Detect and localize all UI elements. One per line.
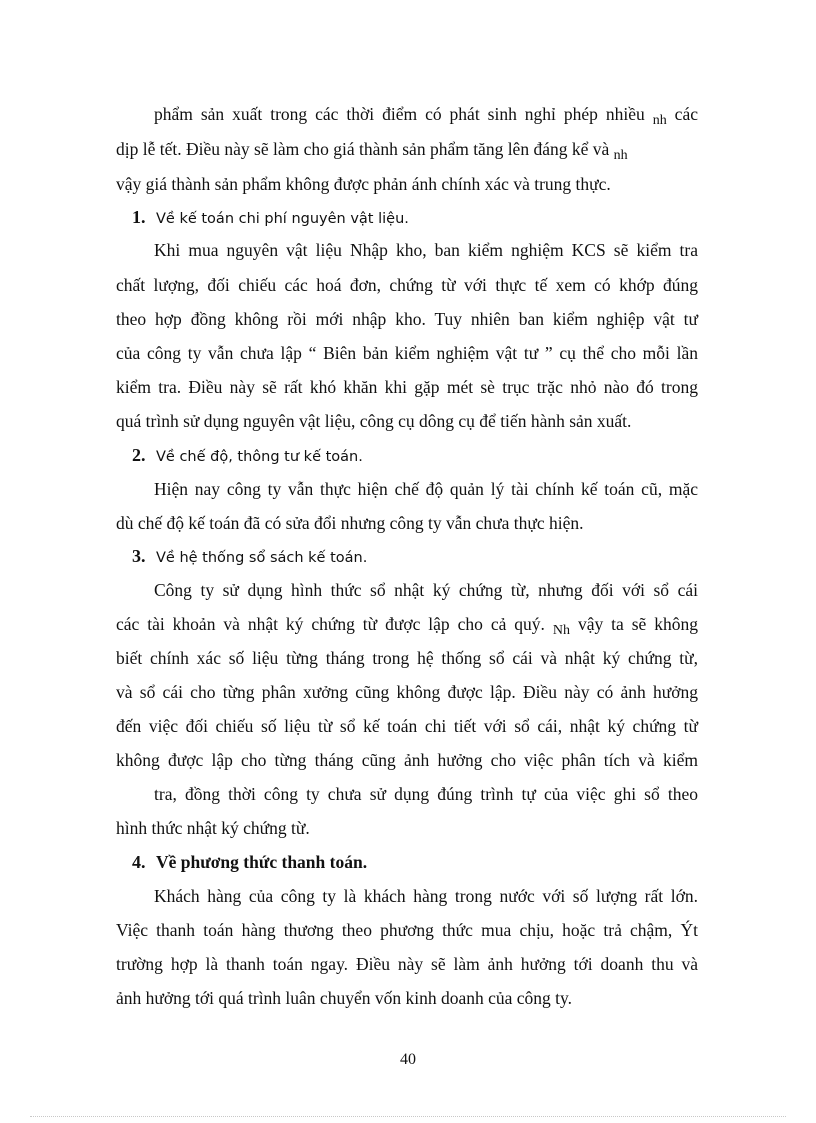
section-title: Về hệ thống sổ sách kế toán.: [156, 550, 368, 566]
body-text-line: đến việc đối chiếu số liệu từ sổ kế toán chi tiết với sổ cái, nhật ký chứng từ: [116, 716, 698, 736]
body-text-line: dù chế độ kế toán đã có sửa đổi nhưng công ty vẫn chưa thực hiện.: [116, 513, 584, 533]
body-text-line: Hiện nay công ty vẫn thực hiện chế độ quản lý tài chính kế toán cũ, mặc: [154, 479, 698, 499]
body-text-line: các tài khoản và nhật ký chứng từ được lập cho cả quý. $_{Nh}$ vậy ta sẽ không: [116, 614, 699, 638]
section-number: 4.: [132, 852, 146, 872]
body-text-line: Khi mua nguyên vật liệu Nhập kho, ban kiểm nghiệm KCS sẽ kiểm tra: [154, 240, 698, 260]
body-text-line: ảnh hưởng tới quá trình luân chuyển vốn kinh doanh của công ty.: [116, 988, 572, 1008]
footer-divider: [30, 1116, 786, 1117]
page-number: 40: [400, 1051, 416, 1068]
section-number: 3.: [132, 546, 146, 566]
body-text-line: quá trình sử dụng nguyên vật liệu, công cụ dông cụ để tiến hành sản xuất.: [116, 411, 632, 431]
body-text-line: không được lập cho từng tháng cũng ảnh hưởng cho việc phân tích và kiểm: [116, 750, 698, 770]
section-number: 2.: [132, 445, 146, 465]
body-text-line: trường hợp là thanh toán ngay. Điều này sẽ làm ảnh hưởng tới doanh thu và: [116, 954, 698, 974]
body-text-line: Công ty sử dụng hình thức sổ nhật ký chứng từ, nhưng đối với sổ cái: [154, 580, 698, 600]
body-text-line: của công ty vẫn chưa lập “ Biên bản kiểm nghiệm vật tư ” cụ thể cho mỗi lần: [116, 343, 698, 363]
section-heading-4: [132, 852, 367, 872]
body-text-line: và sổ cái cho từng phân xưởng cũng không được lập. Điều này có ảnh hưởng: [116, 682, 698, 702]
body-text-line: Khách hàng của công ty là khách hàng trong nước với số lượng rất lớn.: [154, 886, 698, 906]
body-text-line: hình thức nhật ký chứng từ.: [116, 818, 310, 838]
section-heading-1: [132, 207, 409, 229]
section-title: Về chế độ, thông tư kế toán.: [156, 449, 363, 465]
body-text-line: biết chính xác số liệu từng tháng trong hệ thống sổ cái và nhật ký chứng từ,: [116, 648, 698, 668]
section-heading-3: [132, 546, 367, 568]
body-text-line: phẩm sản xuất trong các thời điểm có phát sinh nghỉ phép nhiều $_{nh}$ các: [154, 104, 698, 128]
body-text-line: kiểm tra. Điều này sẽ rất khó khăn khi gặp mét sè trục trặc nhỏ nào đó trong: [116, 377, 698, 397]
body-text-line: dịp lễ tết. Điều này sẽ làm cho giá thành sản phẩm tăng lên đáng kể và $_{nh}$: [116, 139, 628, 163]
body-text-line: theo hợp đồng không rồi mới nhập kho. Tuy nhiên ban kiểm nghiệp vật tư: [116, 309, 698, 329]
body-text-line: Việc thanh toán hàng thương theo phương thức mua chịu, hoặc trả chậm, Ýt: [116, 920, 698, 940]
body-text-line: tra, đồng thời công ty chưa sử dụng đúng trình tự của việc ghi sổ theo: [154, 784, 698, 804]
section-heading-2: [132, 445, 363, 467]
body-text-line: vậy giá thành sản phẩm không được phản ánh chính xác và trung thực.: [116, 174, 611, 194]
section-title: Về phương thức thanh toán.: [156, 852, 368, 872]
body-text-line: chất lượng, đối chiếu các hoá đơn, chứng từ với thực tế xem có khớp đúng: [116, 275, 698, 295]
section-title: Về kế toán chi phí nguyên vật liệu.: [156, 211, 409, 227]
section-number: 1.: [132, 207, 146, 227]
